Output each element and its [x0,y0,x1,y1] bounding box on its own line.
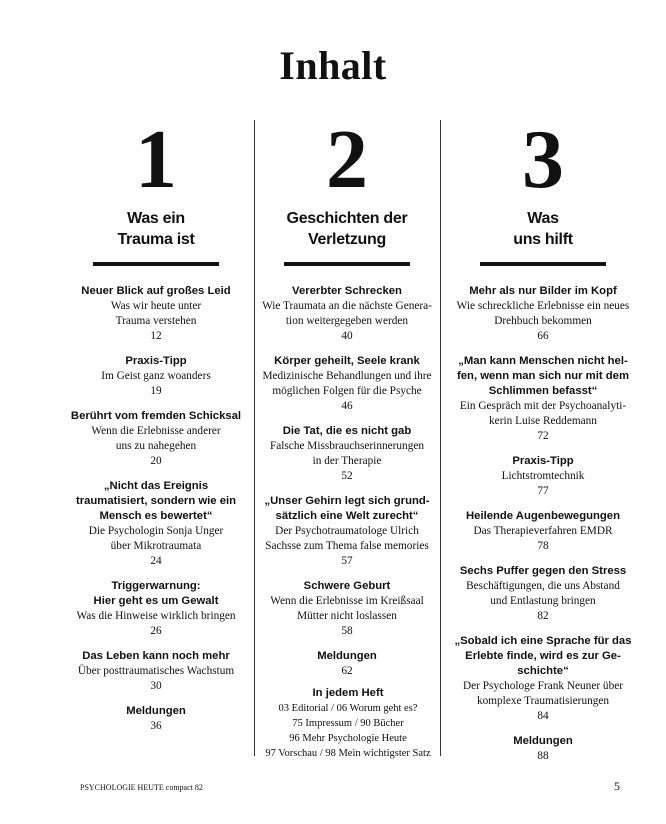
entry-title: Praxis-Tipp [125,355,187,367]
section-heading: Geschichten der Verletzung [286,210,408,248]
entry-page-number: 36 [150,720,162,732]
entry-page-number: 52 [341,470,353,482]
entry-title: Mehr als nur Bilder im Kopf [469,285,617,297]
entry-page-number: 78 [537,540,549,552]
entry-title: „Man kann Menschen nicht hel- fen, wenn man sich nur mit dem Schlimmen befasst“ [457,355,629,397]
page-number: 5 [614,779,620,793]
entry-title: Neuer Blick auf großes Leid [81,285,231,297]
regular-sections [255,686,441,761]
toc-entry[interactable] [443,634,643,724]
regular-sections-title: In jedem Heft [312,687,384,699]
column-divider [440,120,441,756]
column-divider [254,120,255,756]
entry-title: Schwere Geburt [303,580,391,592]
entry-page-number: 19 [150,385,162,397]
entry-description: Wenn die Erlebnisse anderer uns zu nahegehen [91,425,221,452]
entry-description: Was die Hinweise wirklich bringen [76,610,236,622]
toc-entry[interactable] [443,354,643,444]
entry-page-number: 77 [537,485,549,497]
entry-page-number: 72 [537,430,549,442]
entry-description: Medizinische Behandlungen und ihre möglichen Folgen für die Psyche [262,370,432,397]
entry-description: Wenn die Erlebnisse im Kreißsaal Mütter nicht loslassen [270,595,424,622]
entry-description: Die Psychologin Sonja Unger über Mikrotraumata [88,525,224,552]
entry-description: Ein Gespräch mit der Psychoanalyti- kerin Luise Reddemann [459,400,627,427]
toc-entry[interactable] [443,734,643,764]
entry-page-number: 40 [341,330,353,342]
regular-sections-line: 97 Vorschau / 98 Mein wichtigster Satz [265,748,431,759]
entry-description: Wie Traumata an die nächste Genera- tion weitergegeben werden [262,300,432,327]
entry-title: Vererbter Schrecken [292,285,402,297]
entry-page-number: 84 [537,710,549,722]
entry-title: Meldungen [126,705,186,717]
toc-entry[interactable] [443,284,643,344]
entry-page-number: 26 [150,625,162,637]
toc-entry[interactable] [257,579,437,639]
entry-title: Berührt vom fremden Schicksal [70,410,242,422]
regular-sections-line: 75 Impressum / 90 Bücher [292,718,404,729]
section-number: 1 [135,113,177,206]
entry-page-number: 12 [150,330,162,342]
entry-description: Das Therapieverfahren EMDR [473,525,613,537]
entry-description: Wie schreckliche Erlebnisse ein neues Drehbuch bekommen [456,300,630,327]
toc-entry[interactable] [257,494,437,569]
entry-page-number: 46 [341,400,353,412]
entry-title: Die Tat, die es nicht gab [282,425,412,437]
toc-entry[interactable] [60,284,252,344]
entry-title: „Unser Gehirn legt sich grund- sätzlich eine Welt zurecht“ [264,495,430,522]
entry-description: Der Psychologe Frank Neuner über komplexe Traumatisierungen [463,680,623,707]
entry-description: Der Psychotraumatologe Ulrich Sachsse zum Thema false memories [265,525,429,552]
entry-page-number: 24 [150,555,162,567]
entry-title: Praxis-Tipp [512,455,574,467]
toc-entry[interactable] [60,704,252,734]
entry-page-number: 66 [537,330,549,342]
publication-footer: PSYCHOLOGIE HEUTE compact 82 [80,783,203,792]
toc-entry[interactable] [60,409,252,469]
toc-entry[interactable] [443,509,643,554]
toc-entry[interactable] [257,424,437,484]
toc-entry[interactable] [257,284,437,344]
entry-title: Meldungen [513,735,573,747]
toc-entry[interactable] [257,354,437,414]
entry-title: Das Leben kann noch mehr [82,650,230,662]
entry-description: Falsche Missbrauchserinnerungen in der Therapie [269,440,425,467]
entry-description: Beschäftigungen, die uns Abstand und Entlastung bringen [466,580,620,607]
toc-entry[interactable] [443,564,643,624]
entry-title: „Nicht das Ereignis traumatisiert, sondern wie ein Mensch es bewertet“ [75,480,237,522]
regular-sections-line: 03 Editorial / 06 Worum geht es? [278,703,418,714]
toc-entry[interactable] [443,454,643,499]
section-heading: Was uns hilft [513,210,573,248]
section-heading: Was ein Trauma ist [117,210,195,248]
toc-entry[interactable] [60,354,252,399]
entry-description: Was wir heute unter Trauma verstehen [110,300,202,327]
entry-page-number: 82 [537,610,549,622]
entry-page-number: 88 [537,750,549,762]
toc-entry[interactable] [60,579,252,639]
section-rule [284,262,410,266]
toc-column [443,113,643,774]
toc-column [257,113,437,689]
entry-page-number: 20 [150,455,162,467]
entry-description: Im Geist ganz woanders [101,370,211,382]
toc-column [60,113,252,744]
entry-page-number: 30 [150,680,162,692]
entry-title: Triggerwarnung: Hier geht es um Gewalt [93,580,219,607]
entry-title: Körper geheilt, Seele krank [274,355,420,367]
entry-title: Heilende Augenbewegungen [466,510,620,522]
section-number: 2 [326,113,368,206]
page-title: Inhalt [279,43,387,88]
toc-entry[interactable] [60,479,252,569]
entry-page-number: 57 [341,555,353,567]
toc-entry[interactable] [257,649,437,679]
entry-title: „Sobald ich eine Sprache für das Erlebte finde, wird es zur Ge- schichte“ [454,635,632,677]
entry-description: Über posttraumatisches Wachstum [77,665,235,677]
regular-sections-line: 96 Mehr Psychologie Heute [289,733,407,744]
section-number: 3 [522,113,564,206]
toc-entry[interactable] [60,649,252,694]
entry-page-number: 62 [341,665,353,677]
section-rule [480,262,606,266]
entry-description: Lichtstromtechnik [501,470,585,482]
entry-title: Sechs Puffer gegen den Stress [459,565,627,577]
section-rule [93,262,219,266]
entry-title: Meldungen [317,650,377,662]
entry-page-number: 58 [341,625,353,637]
